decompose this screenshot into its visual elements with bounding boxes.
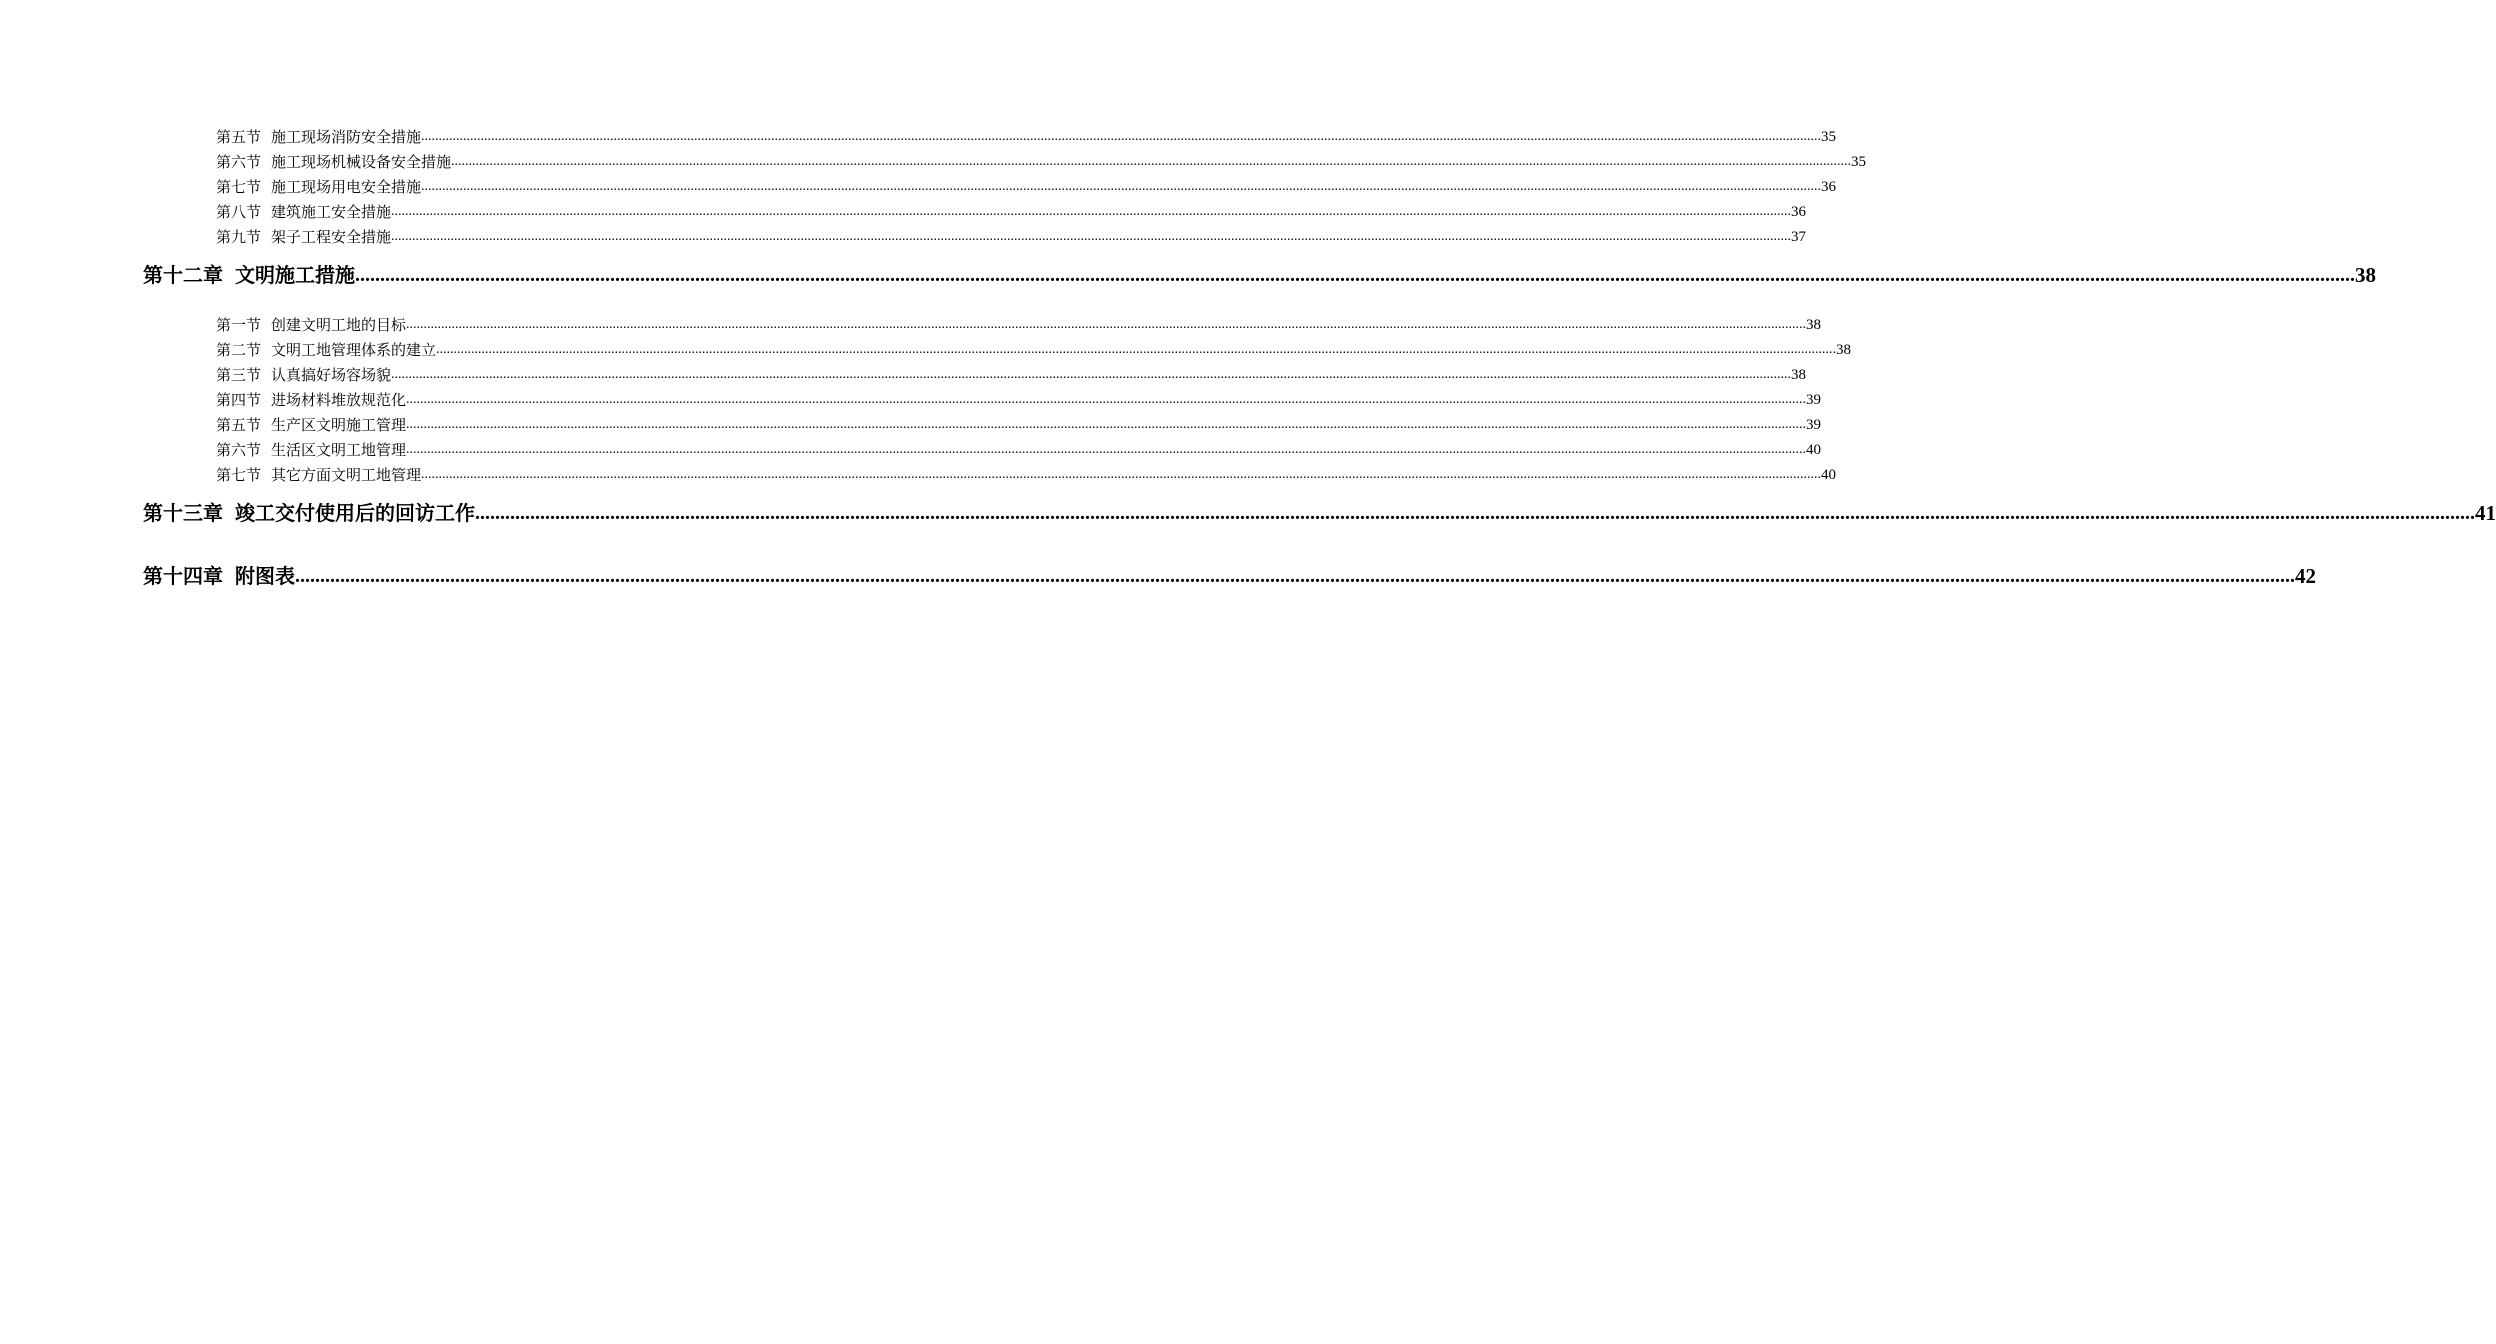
chapter-number: 第十四章 (143, 564, 223, 588)
chapter-title: 附图表 (235, 564, 295, 588)
page-number: 36 (1791, 204, 1807, 220)
section-title: 建筑施工安全措施 (271, 203, 392, 221)
dot-leader: ................................................................................................................................................................................................................................................................................................................................................................................................................ (436, 342, 1837, 357)
page-number: 38 (2355, 263, 2376, 287)
section-number: 第一节 (216, 316, 262, 334)
section-number: 第三节 (216, 366, 262, 384)
page-number: 36 (1821, 179, 1837, 195)
section-title: 创建文明工地的目标 (271, 316, 407, 334)
page-number: 39 (1806, 417, 1822, 433)
toc-section-entry[interactable] (216, 364, 1807, 386)
section-title: 进场材料堆放规范化 (271, 391, 407, 409)
toc-section-entry[interactable] (216, 176, 1837, 198)
toc-section-entry[interactable] (216, 314, 1822, 336)
section-title: 文明工地管理体系的建立 (271, 341, 437, 359)
section-title: 施工现场用电安全措施 (271, 178, 422, 196)
chapter-title: 竣工交付使用后的回访工作 (235, 501, 475, 525)
section-number: 第六节 (216, 441, 262, 459)
dot-leader: ................................................................................................................................................................................................................................................................................................................................................................................................................ (391, 367, 1792, 382)
section-number: 第二节 (216, 341, 262, 359)
toc-section-entry[interactable] (216, 414, 1822, 436)
section-number: 第四节 (216, 391, 262, 409)
section-number: 第八节 (216, 203, 262, 221)
page-number: 38 (1806, 317, 1822, 333)
section-title: 架子工程安全措施 (271, 228, 392, 246)
section-number: 第七节 (216, 466, 262, 484)
section-title: 其它方面文明工地管理 (271, 466, 422, 484)
section-title: 施工现场消防安全措施 (271, 128, 422, 146)
section-title: 生活区文明工地管理 (271, 441, 407, 459)
toc-section-entry[interactable] (216, 201, 1807, 223)
toc-section-entry[interactable] (216, 339, 1852, 361)
section-number: 第六节 (216, 153, 262, 171)
dot-leader: ................................................................................................................................................................................................................................................................................................................................................................................................................ (391, 204, 1792, 219)
page-number: 35 (1851, 154, 1867, 170)
dot-leader: ................................................................................................................................................................................................................................................................................................................................................................................................................ (295, 565, 2295, 587)
chapter-number: 第十三章 (143, 501, 223, 525)
toc-section-entry[interactable] (216, 464, 1837, 486)
dot-leader: ................................................................................................................................................................................................................................................................................................................................................................................................................ (451, 154, 1852, 169)
dot-leader: ................................................................................................................................................................................................................................................................................................................................................................................................................ (406, 392, 1807, 407)
page-number: 41 (2475, 501, 2496, 525)
section-number: 第七节 (216, 178, 262, 196)
page-number: 38 (1791, 367, 1807, 383)
toc-section-entry[interactable] (216, 126, 1837, 148)
section-number: 第九节 (216, 228, 262, 246)
dot-leader: ................................................................................................................................................................................................................................................................................................................................................................................................................ (406, 442, 1807, 457)
toc-chapter-entry[interactable] (143, 260, 2376, 290)
section-title: 施工现场机械设备安全措施 (271, 153, 452, 171)
toc-section-entry[interactable] (216, 151, 1867, 173)
dot-leader: ................................................................................................................................................................................................................................................................................................................................................................................................................ (406, 417, 1807, 432)
page-number: 39 (1806, 392, 1822, 408)
dot-leader: ................................................................................................................................................................................................................................................................................................................................................................................................................ (475, 502, 2475, 524)
chapter-title: 文明施工措施 (235, 263, 355, 287)
toc-section-entry[interactable] (216, 439, 1822, 461)
toc-section-entry[interactable] (216, 226, 1807, 248)
toc-section-entry[interactable] (216, 389, 1822, 411)
dot-leader: ................................................................................................................................................................................................................................................................................................................................................................................................................ (421, 179, 1822, 194)
dot-leader: ................................................................................................................................................................................................................................................................................................................................................................................................................ (406, 317, 1807, 332)
dot-leader: ................................................................................................................................................................................................................................................................................................................................................................................................................ (421, 129, 1822, 144)
section-number: 第五节 (216, 416, 262, 434)
page-number: 35 (1821, 129, 1837, 145)
dot-leader: ................................................................................................................................................................................................................................................................................................................................................................................................................ (391, 229, 1792, 244)
dot-leader: ................................................................................................................................................................................................................................................................................................................................................................................................................ (421, 467, 1822, 482)
toc-chapter-entry[interactable] (143, 561, 2316, 591)
section-title: 生产区文明施工管理 (271, 416, 407, 434)
toc-chapter-entry[interactable] (143, 498, 2496, 528)
page-number: 38 (1836, 342, 1852, 358)
page-number: 40 (1821, 467, 1837, 483)
page-number: 37 (1791, 229, 1807, 245)
page-number: 42 (2295, 564, 2316, 588)
chapter-number: 第十二章 (143, 263, 223, 287)
dot-leader: ................................................................................................................................................................................................................................................................................................................................................................................................................ (355, 264, 2355, 286)
page-number: 40 (1806, 442, 1822, 458)
section-title: 认真搞好场容场貌 (271, 366, 392, 384)
section-number: 第五节 (216, 128, 262, 146)
